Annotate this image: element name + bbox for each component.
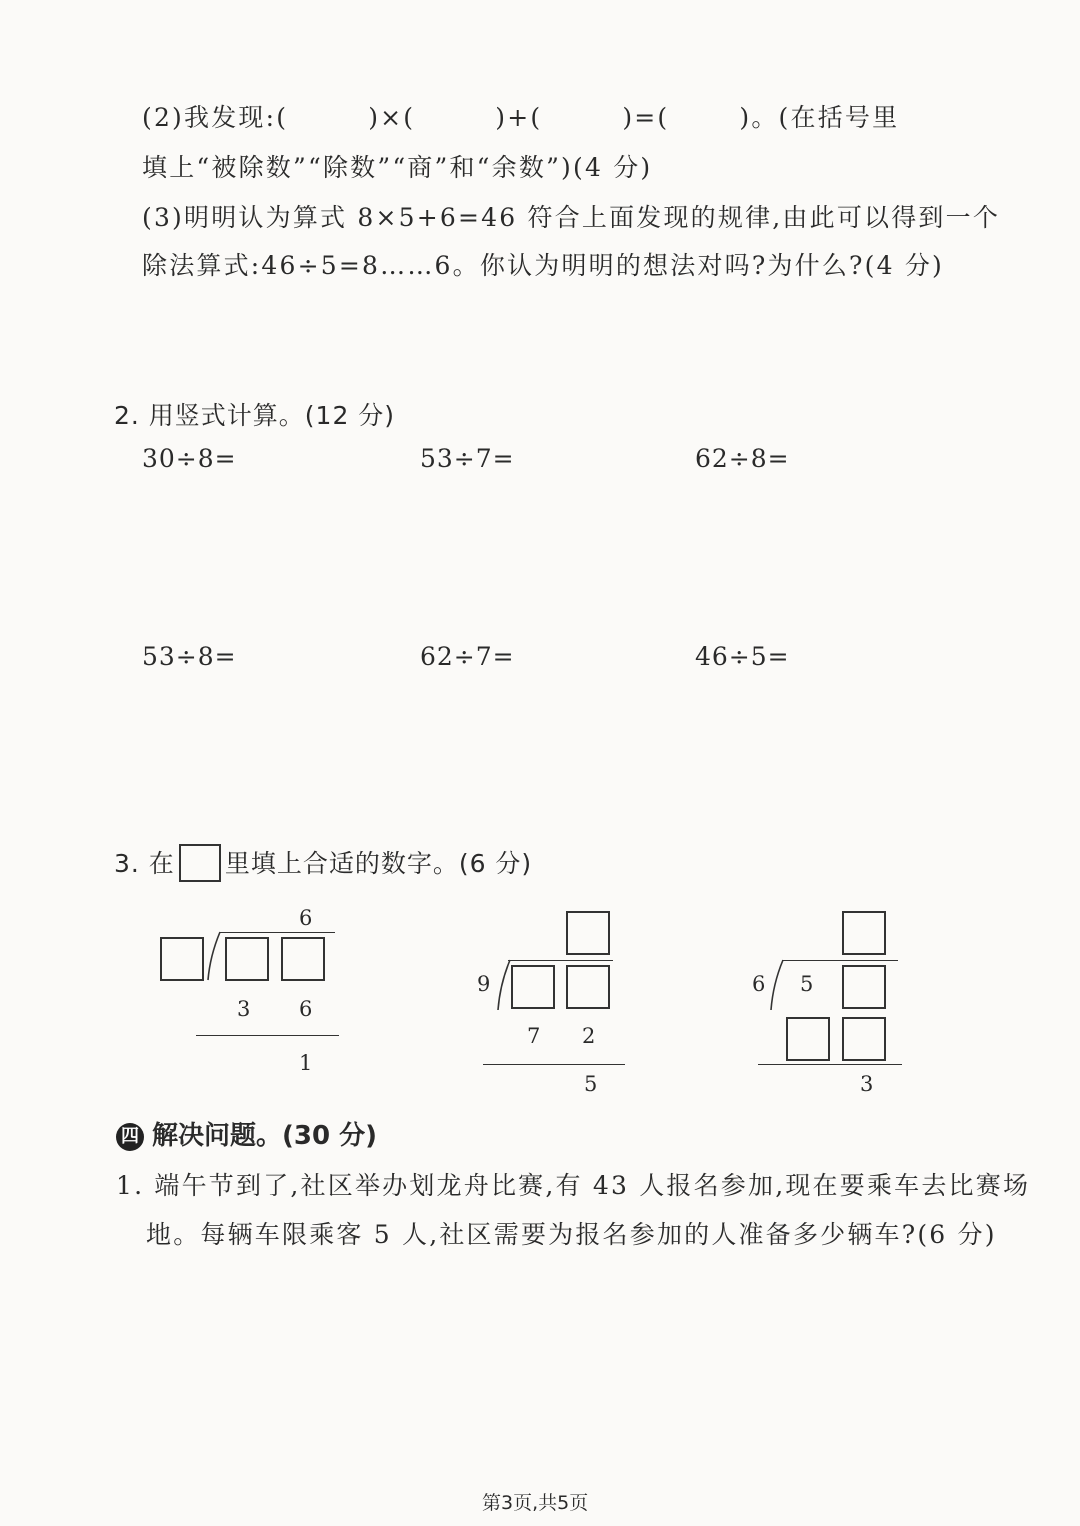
section4-heading xyxy=(116,1115,377,1152)
q3-title xyxy=(114,842,532,886)
page-footer: 第3页,共5页 xyxy=(482,1492,589,1514)
q1-part2-equals: )=( xyxy=(622,103,670,132)
p3-bracket-curve xyxy=(769,958,789,1012)
p3-dividend-tens: 5 xyxy=(800,972,814,996)
p1-dividend-tens-box[interactable] xyxy=(225,937,269,981)
p2-bracket-top xyxy=(508,960,613,961)
sample-box xyxy=(179,844,221,882)
p1-bracket-top xyxy=(220,932,335,933)
p1-sub-digit-1: 3 xyxy=(237,997,251,1021)
section4-q1-line1: 1. 端午节到了,社区举办划龙舟比赛,有 43 人报名参加,现在要乘车去比赛场 xyxy=(116,1171,1031,1200)
q1-part3-line1: (3)明明认为算式 8×5+6=46 符合上面发现的规律,由此可以得到一个 xyxy=(142,203,1001,232)
p1-bracket-curve xyxy=(206,930,226,982)
section4-q1-line2: 地。每辆车限乘客 5 人,社区需要为报名参加的人准备多少辆车?(6 分) xyxy=(146,1220,997,1249)
p2-dividend-tens-box[interactable] xyxy=(511,965,555,1009)
q1-part2-line1 xyxy=(142,98,899,134)
q2-problem-6: 46÷5= xyxy=(695,642,790,671)
p3-quotient-box[interactable] xyxy=(842,911,886,955)
section4-title: 解决问题。(30 分) xyxy=(152,1121,377,1151)
p1-divisor-box[interactable] xyxy=(160,937,204,981)
p2-sub-digit-2: 2 xyxy=(582,1024,596,1048)
q2-title: 2. 用竖式计算。(12 分) xyxy=(114,401,396,430)
p2-quotient-box[interactable] xyxy=(566,911,610,955)
p3-sub-ones-box[interactable] xyxy=(842,1017,886,1061)
q2-problem-2: 53÷7= xyxy=(420,444,515,473)
q2-problem-3: 62÷8= xyxy=(695,444,790,473)
q2-problem-1: 30÷8= xyxy=(142,444,237,473)
section4-badge: 四 xyxy=(116,1123,144,1151)
q1-part2-plus: )+( xyxy=(495,103,543,132)
p1-sub-digit-2: 6 xyxy=(299,997,313,1021)
p1-remainder: 1 xyxy=(299,1051,313,1075)
p3-dividend-ones-box[interactable] xyxy=(842,965,886,1009)
p3-remainder: 3 xyxy=(860,1072,874,1096)
q1-part2-line2: 填上“被除数”“除数”“商”和“余数”)(4 分) xyxy=(142,153,653,182)
q3-title-pre: 3. 在 xyxy=(114,849,175,878)
p2-divisor: 9 xyxy=(477,972,491,996)
p3-sub-tens-box[interactable] xyxy=(786,1017,830,1061)
p2-remainder: 5 xyxy=(584,1072,598,1096)
q2-problem-5: 62÷7= xyxy=(420,642,515,671)
p1-dividend-ones-box[interactable] xyxy=(281,937,325,981)
q1-part3-line2: 除法算式:46÷5=8……6。你认为明明的想法对吗?为什么?(4 分) xyxy=(142,251,945,280)
p1-subtraction-line xyxy=(196,1035,339,1036)
q3-title-post: 里填上合适的数字。(6 分) xyxy=(224,849,533,878)
p2-subtraction-line xyxy=(483,1064,625,1065)
q1-part2-times: )×( xyxy=(368,103,416,132)
q1-part2-suffix: )。(在括号里 xyxy=(739,103,900,132)
q2-problem-4: 53÷8= xyxy=(142,642,237,671)
p3-subtraction-line xyxy=(758,1064,902,1065)
p2-dividend-ones-box[interactable] xyxy=(566,965,610,1009)
p3-divisor: 6 xyxy=(752,972,766,996)
p2-sub-digit-1: 7 xyxy=(527,1024,541,1048)
p3-bracket-top xyxy=(782,960,898,961)
p1-quotient: 6 xyxy=(299,906,313,930)
q1-part2-prefix: (2)我发现:( xyxy=(142,103,289,132)
